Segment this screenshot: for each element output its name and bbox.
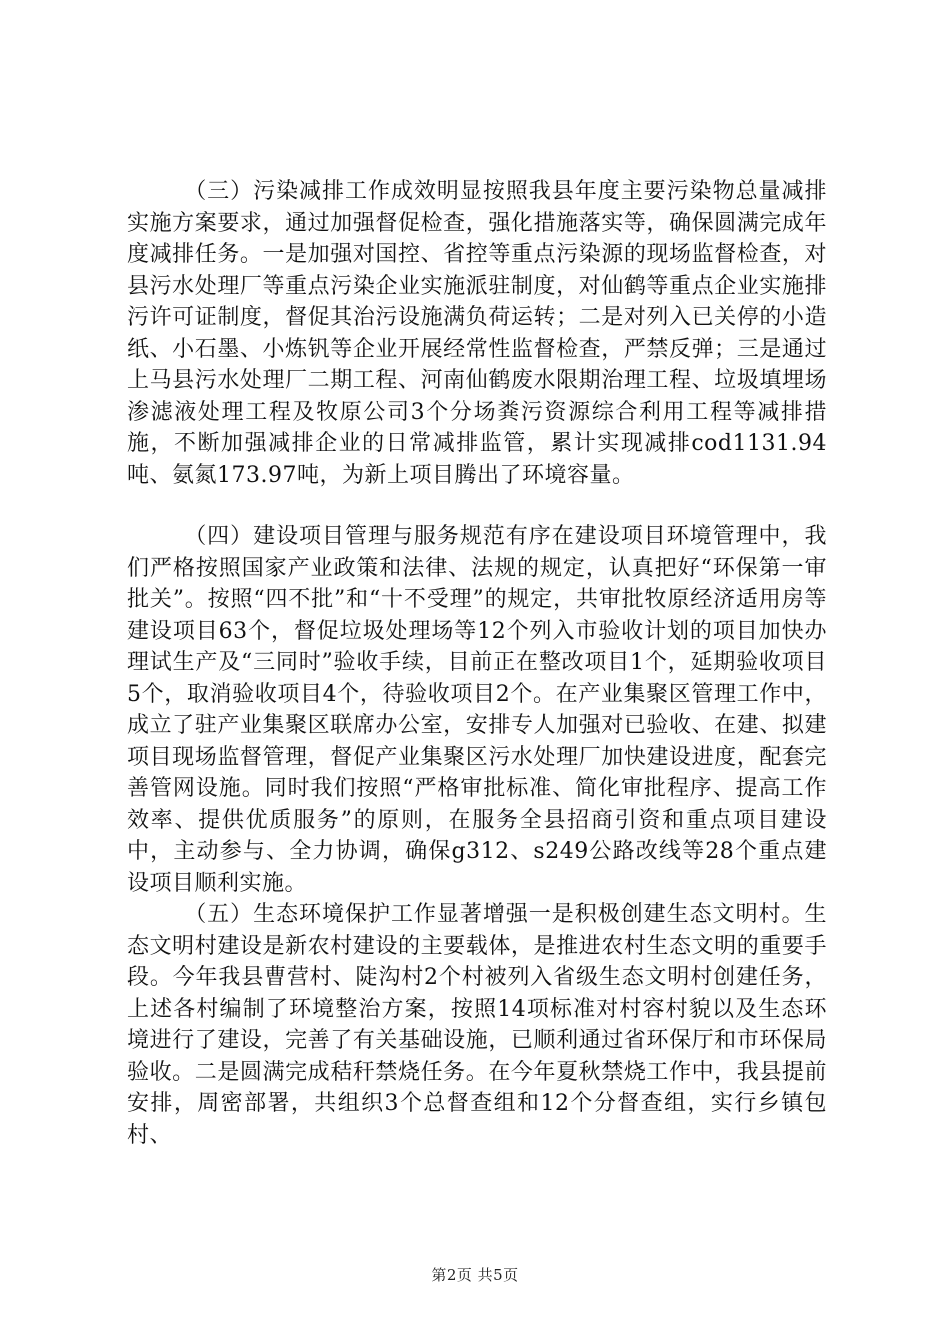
document-body [127,176,827,1151]
paragraph-project-management: （四）建设项目管理与服务规范有序在建设项目环境管理中，我们严格按照国家产业政策和法律、法规的规定，认真把好“环保第一审批关”。按照“四不批”和“十不受理”的规定，共审批牧原经济适用房等建设项目63个，督促垃圾处理场等12个列入市验收计划的项目加快办理试生产及“三同时”验收手续，目前正在整改项目1个，延期验收项目5个，取消验收项目4个，待验收项目2个。在产业集聚区管理工作中，成立了驻产业集聚区联席办公室，安排专人加强对已验收、在建、拟建项目现场监督管理，督促产业集聚区污水处理厂加快建设进度，配套完善管网设施。同时我们按照“严格审批标准、简化审批程序、提高工作效率、提供优质服务”的原则，在服务全县招商引资和重点项目建设中，主动参与、全力协调，确保g312、s249公路改线等28个重点建设项目顺利实施。 [127,524,827,896]
page-footer: 第2页 共5页 [431,1266,519,1284]
paragraph-ecological-protection: （五）生态环境保护工作显著增强一是积极创建生态文明村。生态文明村建设是新农村建设的主要载体，是推进农村生态文明的重要手段。今年我县曹营村、陡沟村2个村被列入省级生态文明村创建任务，上述各村编制了环境整治方案，按照14项标准对村容村貌以及生态环境进行了建设，完善了有关基础设施，已顺利通过省环保厅和市环保局验收。二是圆满完成秸秆禁烧任务。在今年夏秋禁烧工作中，我县提前安排，周密部署，共组织3个总督查组和12个分督查组，实行乡镇包村、 [127,902,827,1148]
paragraph-pollution-reduction: （三）污染减排工作成效明显按照我县年度主要污染物总量减排实施方案要求，通过加强督促检查，强化措施落实等，确保圆满完成年度减排任务。一是加强对国控、省控等重点污染源的现场监督检查，对县污水处理厂等重点污染企业实施派驻制度，对仙鹤等重点企业实施排污许可证制度，督促其治污设施满负荷运转；二是对列入已关停的小造纸、小石墨、小炼钒等企业开展经常性监督检查，严禁反弹；三是通过上马县污水处理厂二期工程、河南仙鹤废水限期治理工程、垃圾填埋场渗滤液处理工程及牧原公司3个分场粪污资源综合利用工程等减排措施，不断加强减排企业的日常减排监管，累计实现减排cod1131.94吨、氨氮173.97吨，为新上项目腾出了环境容量。 [127,179,827,488]
